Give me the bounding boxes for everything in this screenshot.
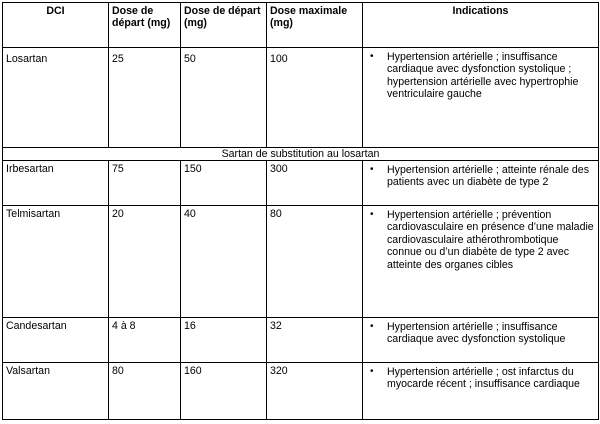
table-row (3, 363, 599, 420)
bullet-icon: • (370, 209, 374, 220)
header-max-dose: Dose maximale (mg) (267, 3, 363, 48)
cell-dci: Losartan (3, 48, 109, 148)
cell-max-dose: 320 (267, 363, 363, 420)
indication-text: Hypertension artérielle ; prévention cardiovasculaire en présence d’une maladie cardiovasculaire athérothrombotique connue ou d’un diabète de type 2 avec atteinte des organes cibles (387, 209, 594, 271)
cell-start-dose-1: 25 (109, 48, 181, 148)
cell-start-dose-1: 20 (109, 206, 181, 318)
cell-start-dose-2: 40 (181, 206, 267, 318)
cell-indication (363, 161, 599, 206)
bullet-icon: • (370, 321, 374, 332)
section-row (3, 148, 599, 161)
cell-indication (363, 206, 599, 318)
cell-start-dose-1: 80 (109, 363, 181, 420)
indication-text: Hypertension artérielle ; insuffisance cardiaque avec dysfonction systolique (387, 321, 566, 346)
bullet-icon: • (370, 164, 374, 175)
indication-text: Hypertension artérielle ; ost infarctus du myocarde récent ; insuffisance cardiaque (387, 366, 580, 391)
indication-text: Hypertension artérielle ; atteinte rénale des patients avec un diabète de type 2 (387, 164, 589, 189)
cell-max-dose: 80 (267, 206, 363, 318)
table-row (3, 206, 599, 318)
cell-max-dose: 32 (267, 318, 363, 363)
bullet-icon: • (370, 366, 374, 377)
cell-dci: Irbesartan (3, 161, 109, 206)
cell-start-dose-2: 150 (181, 161, 267, 206)
cell-start-dose-2: 160 (181, 363, 267, 420)
cell-indication (363, 318, 599, 363)
header-indications: Indications (363, 3, 599, 48)
cell-indication (363, 48, 599, 148)
cell-dci: Valsartan (3, 363, 109, 420)
cell-max-dose: 300 (267, 161, 363, 206)
cell-start-dose-2: 16 (181, 318, 267, 363)
table-row (3, 161, 599, 206)
indication-text: Hypertension artérielle ; insuffisance cardiaque avec dysfonction systolique ; hypertension artérielle avec hypertrophie ventriculaire gauche (387, 51, 579, 101)
section-label: Sartan de substitution au losartan (3, 148, 599, 161)
cell-indication (363, 363, 599, 420)
cell-start-dose-2: 50 (181, 48, 267, 148)
cell-start-dose-1: 4 à 8 (109, 318, 181, 363)
table-row (3, 318, 599, 363)
cell-max-dose: 100 (267, 48, 363, 148)
header-start-dose-2: Dose de départ (mg) (181, 3, 267, 48)
table-row (3, 48, 599, 148)
table-header-row (3, 3, 599, 48)
bullet-icon: • (370, 51, 374, 62)
cell-dci: Telmisartan (3, 206, 109, 318)
sartan-dosage-table (2, 2, 599, 420)
header-dci: DCI (3, 3, 109, 48)
header-start-dose-1: Dose de départ (mg) (109, 3, 181, 48)
cell-start-dose-1: 75 (109, 161, 181, 206)
cell-dci: Candesartan (3, 318, 109, 363)
